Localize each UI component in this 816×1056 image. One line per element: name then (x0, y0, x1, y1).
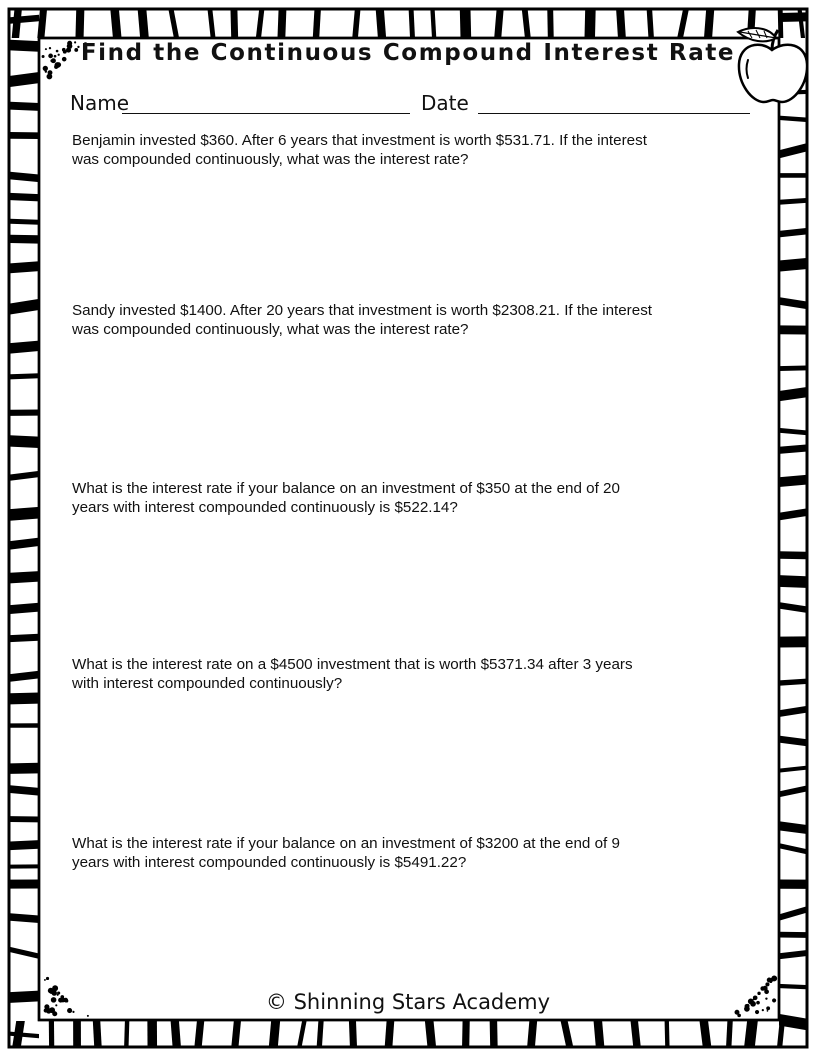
border-stripe-right-8 (779, 258, 806, 272)
border-stripe-right-0 (779, 12, 806, 22)
question-1-line-1: Benjamin invested $360. After 6 years that investment is worth $531.71. If the interest (72, 132, 647, 149)
border-stripe-bottom-5 (147, 1021, 157, 1046)
border-stripe-left-24 (10, 763, 39, 774)
border-stripe-left-26 (10, 816, 39, 822)
border-stripe-top-16 (494, 10, 503, 38)
corner-dots-bottom-right-24 (737, 1014, 741, 1018)
border-stripe-bottom-3 (93, 1021, 102, 1046)
border-stripe-left-10 (10, 299, 39, 315)
question-1-line-2: was compounded continuously, what was the interest rate? (72, 151, 469, 168)
border-stripe-right-7 (779, 228, 806, 237)
border-stripe-right-9 (779, 297, 806, 309)
border-stripe-top-23 (704, 10, 714, 38)
border-stripe-right-11 (779, 365, 806, 370)
border-stripe-bottom-9 (269, 1021, 280, 1046)
worksheet-title: Find the Continuous Compound Interest Rate (80, 40, 736, 66)
border-stripe-right-19 (779, 602, 806, 613)
border-stripe-left-8 (10, 235, 39, 244)
border-stripe-right-13 (779, 428, 806, 435)
border-stripe-top-4 (138, 10, 149, 38)
border-stripe-top-12 (376, 10, 386, 38)
border-stripe-top-13 (409, 10, 415, 38)
border-stripe-left-17 (10, 538, 39, 550)
border-stripe-left-15 (10, 471, 39, 481)
border-stripe-bottom-2 (73, 1021, 81, 1046)
border-stripe-left-20 (10, 634, 39, 642)
border-stripe-right-20 (779, 636, 806, 647)
question-5-line-2: years with interest compounded continuously is $5491.22? (72, 854, 467, 871)
corner-dots-top-left-11 (48, 70, 53, 75)
border-stripe-top-9 (277, 10, 286, 38)
border-stripe-bottom-24 (744, 1021, 758, 1046)
corner-dots-bottom-left-6 (87, 1015, 89, 1017)
border-stripe-left-2 (10, 72, 39, 87)
corner-dots-top-left-22 (43, 66, 48, 71)
border-stripe-right-14 (779, 444, 806, 453)
border-stripe-right-10 (779, 325, 806, 334)
border-stripe-bottom-8 (231, 1021, 241, 1046)
border-stripe-right-25 (779, 786, 806, 798)
border-stripe-right-26 (779, 821, 806, 834)
question-3 (72, 479, 752, 517)
border-stripe-left-21 (10, 671, 39, 682)
border-stripe-right-24 (779, 766, 806, 773)
border-stripe-bottom-19 (594, 1021, 605, 1046)
border-stripe-left-18 (10, 571, 39, 583)
border-stripe-left-32 (10, 991, 39, 1003)
border-stripe-left-28 (10, 864, 39, 868)
border-stripe-left-30 (10, 913, 39, 923)
border-stripe-bottom-13 (385, 1021, 395, 1046)
border-stripe-left-14 (10, 435, 39, 448)
border-stripe-top-5 (169, 10, 180, 38)
question-1 (72, 131, 752, 169)
question-5 (72, 834, 752, 872)
border-stripe-left-4 (10, 132, 39, 139)
border-stripe-right-21 (779, 679, 806, 686)
border-stripe-bottom-16 (490, 1021, 498, 1046)
border-stripe-bottom-11 (317, 1021, 324, 1046)
border-stripe-right-3 (779, 116, 806, 122)
border-stripe-top-15 (460, 10, 471, 38)
border-stripe-left-6 (10, 193, 39, 202)
border-stripe-right-22 (779, 706, 806, 717)
border-stripe-left-12 (10, 373, 39, 379)
border-stripe-left-27 (10, 840, 39, 850)
border-stripe-left-25 (10, 785, 39, 795)
question-4-line-1: What is the interest rate on a $4500 investment that is worth $5371.34 after 3 years (72, 656, 633, 673)
border-stripe-top-11 (352, 10, 360, 38)
border-stripe-right-18 (779, 575, 806, 588)
question-4-line-2: with interest compounded continuously? (72, 675, 343, 692)
border-stripe-left-13 (10, 409, 39, 415)
border-stripe-top-8 (256, 10, 264, 38)
question-3-line-1: What is the interest rate if your balance on an investment of $350 at the end of 20 (72, 480, 620, 497)
question-3-line-2: years with interest compounded continuously is $522.14? (72, 499, 458, 516)
border-stripe-top-18 (547, 10, 553, 38)
corner-dots-bottom-right-22 (771, 976, 777, 982)
border-stripe-top-3 (110, 10, 121, 38)
corner-dots-bottom-right-25 (767, 977, 772, 982)
border-stripe-bottom-21 (665, 1021, 670, 1046)
border-stripe-top-1 (37, 10, 47, 38)
border-stripe-bottom-18 (561, 1021, 573, 1046)
border-stripe-left-23 (10, 723, 39, 727)
name-field-line[interactable] (122, 113, 410, 114)
border-stripe-left-5 (10, 172, 39, 182)
border-stripe-right-30 (779, 932, 806, 938)
border-stripe-bottom-15 (462, 1021, 470, 1046)
date-field-line[interactable] (478, 113, 750, 114)
border-stripe-right-23 (779, 736, 806, 746)
border-stripe-right-29 (779, 906, 806, 920)
border-stripe-top-0 (12, 10, 22, 38)
border-stripe-top-21 (647, 10, 654, 38)
border-stripe-top-20 (616, 10, 626, 38)
border-stripe-top-17 (522, 10, 531, 38)
date-label: Date (421, 91, 469, 115)
question-2-line-1: Sandy invested $1400. After 20 years that investment is worth $2308.21. If the interest (72, 302, 653, 319)
border-inner-frame (39, 38, 779, 1020)
border-stripe-bottom-1 (49, 1021, 54, 1046)
name-label: Name (70, 91, 130, 115)
copyright-footer: © Shinning Stars Academy (265, 990, 551, 1014)
border-stripe-right-4 (779, 143, 806, 158)
border-stripe-top-10 (313, 10, 321, 38)
corner-dots-bottom-right-9 (765, 982, 769, 986)
border-stripe-left-29 (10, 880, 39, 889)
border-stripe-right-32 (779, 984, 806, 989)
border-stripe-bottom-10 (297, 1021, 306, 1046)
border-stripe-left-22 (10, 693, 39, 705)
border-stripe-right-15 (779, 475, 806, 487)
corner-dots-bottom-left-25 (44, 979, 46, 981)
question-2 (72, 301, 752, 339)
border-stripe-right-17 (779, 551, 806, 559)
border-stripe-right-28 (779, 880, 806, 889)
question-4 (72, 655, 752, 693)
border-stripe-bottom-23 (726, 1021, 733, 1046)
border-stripe-right-5 (779, 173, 806, 178)
border-stripe-left-31 (10, 947, 39, 959)
border-stripe-top-6 (208, 10, 216, 38)
question-5-line-1: What is the interest rate if your balance on an investment of $3200 at the end of 9 (72, 835, 620, 852)
border-stripe-bottom-22 (699, 1021, 711, 1046)
border-stripe-bottom-4 (124, 1021, 129, 1046)
border-stripe-top-14 (430, 10, 436, 38)
border-stripe-right-12 (779, 387, 806, 401)
border-stripe-bottom-12 (349, 1021, 357, 1046)
apple-icon (730, 22, 816, 108)
border-stripe-left-11 (10, 341, 39, 354)
border-stripe-right-31 (779, 950, 806, 959)
border-stripe-bottom-6 (171, 1021, 181, 1046)
border-stripe-right-16 (779, 509, 806, 521)
border-stripe-left-9 (10, 261, 39, 273)
corner-dots-bottom-left-22 (46, 977, 49, 980)
border-stripe-bottom-17 (527, 1021, 537, 1046)
border-stripe-right-6 (779, 198, 806, 205)
border-stripe-left-3 (10, 102, 39, 111)
border-stripe-left-1 (10, 40, 39, 52)
border-stripe-top-19 (584, 10, 595, 38)
border-stripe-top-7 (230, 10, 238, 38)
border-stripe-bottom-14 (425, 1021, 436, 1046)
border-stripe-right-27 (779, 843, 806, 854)
border-stripe-top-2 (75, 10, 84, 38)
border-stripe-left-16 (10, 507, 39, 521)
border-stripe-top-22 (677, 10, 689, 38)
border-stripe-left-7 (10, 219, 39, 225)
question-2-line-2: was compounded continuously, what was the interest rate? (72, 321, 469, 338)
border-stripe-bottom-7 (194, 1021, 204, 1046)
border-stripe-bottom-20 (631, 1021, 641, 1046)
border-stripe-left-19 (10, 603, 39, 614)
